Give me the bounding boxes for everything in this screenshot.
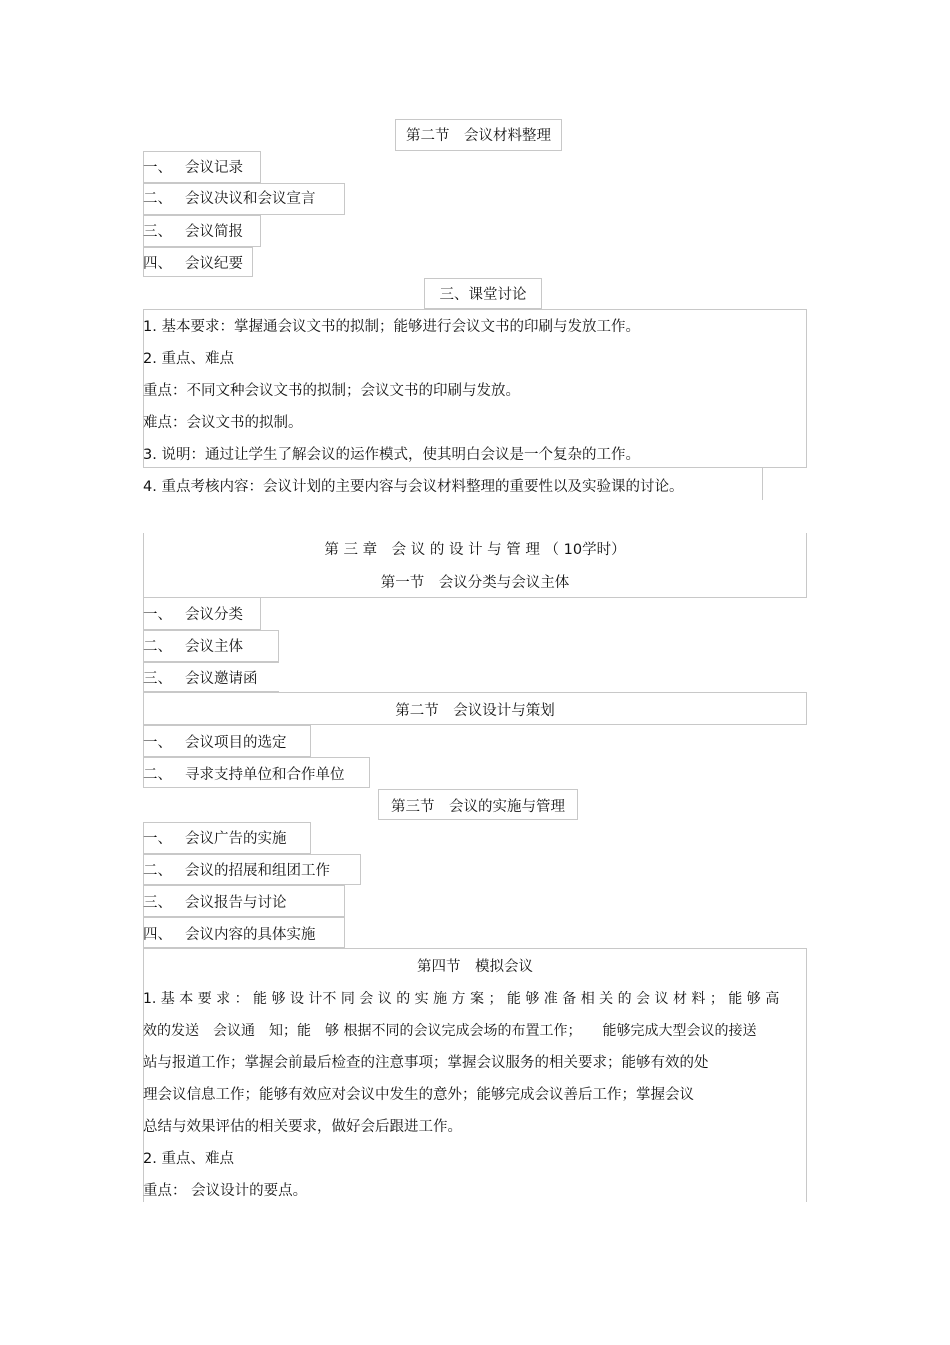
section-title: 第二节 会议设计与策划: [395, 703, 555, 719]
list-item-number: 二、: [143, 639, 172, 655]
list-item: [143, 255, 243, 273]
list-item: [143, 926, 316, 944]
frame: [143, 948, 807, 1202]
list-item-label: 会议广告的实施: [185, 831, 287, 847]
paragraph-line: 难点：会议文书的拟制。: [143, 415, 303, 431]
list-item-number: 二、: [143, 767, 172, 783]
paragraph-line: 重点： 会议设计的要点。: [143, 1183, 308, 1199]
paragraph-line: 3. 说明：通过让学生了解会议的运作模式，使其明白会议是一个复杂的工作。: [143, 447, 640, 463]
paragraph-line: 1. 基 本 要 求 ： 能 够 设 计不 同 会 议 的 实 施 方 案 ； 能 够 准 备 相 关 的 会 议 材 料 ； 能 够 高: [143, 991, 780, 1007]
list-item: [143, 862, 330, 880]
list-item-label: 会议主体: [185, 639, 243, 655]
list-item: [143, 190, 316, 208]
list-item-number: 一、: [143, 735, 172, 751]
list-item-number: 二、: [143, 191, 172, 207]
list-item-number: 三、: [143, 895, 172, 911]
list-item-number: 四、: [143, 256, 172, 272]
frame: [762, 468, 807, 500]
list-item-label: 会议内容的具体实施: [185, 927, 316, 943]
list-item-label: 会议简报: [185, 224, 243, 240]
list-item: [143, 894, 287, 912]
section-title: 第二节 会议材料整理: [406, 128, 551, 144]
list-item-label: 会议的招展和组团工作: [185, 863, 330, 879]
chapter-title: 第 三 章 会 议 的 设 计 与 管 理 （ 10学时）: [324, 542, 626, 558]
list-item-number: 一、: [143, 831, 172, 847]
list-item-label: 寻求支持单位和合作单位: [185, 767, 345, 783]
section-title: 第四节 模拟会议: [417, 959, 533, 975]
list-item: [143, 159, 243, 177]
paragraph-line: 效的发送 会议通 知；能 够 根据不同的会议完成会场的布置工作； 能够完成大型会议的接送: [143, 1023, 757, 1039]
list-item-label: 会议报告与讨论: [185, 895, 287, 911]
list-item-label: 会议邀请函: [185, 671, 258, 687]
paragraph-line: 2. 重点、难点: [143, 1151, 234, 1167]
paragraph-line: 1. 基本要求：掌握通会议文书的拟制；能够进行会议文书的印刷与发放工作。: [143, 319, 640, 335]
section-title: 第三节 会议的实施与管理: [391, 799, 565, 815]
list-item-number: 一、: [143, 607, 172, 623]
paragraph-line: 重点：不同文种会议文书的拟制；会议文书的印刷与发放。: [143, 383, 520, 399]
paragraph-line: 总结与效果评估的相关要求，做好会后跟进工作。: [143, 1119, 462, 1135]
paragraph-line: 2. 重点、难点: [143, 351, 234, 367]
list-item: [143, 734, 287, 752]
list-item-number: 一、: [143, 160, 172, 176]
list-item-number: 三、: [143, 224, 172, 240]
discussion-title: 三、课堂讨论: [439, 287, 527, 303]
paragraph-line: 理会议信息工作；能够有效应对会议中发生的意外；能够完成会议善后工作；掌握会议: [143, 1087, 694, 1103]
list-item: [143, 670, 258, 688]
list-item-number: 四、: [143, 927, 172, 943]
list-item: [143, 830, 287, 848]
list-item-number: 二、: [143, 863, 172, 879]
list-item: [143, 638, 243, 656]
list-item-label: 会议决议和会议宣言: [185, 191, 316, 207]
section-title: 第一节 会议分类与会议主体: [380, 575, 570, 591]
list-item: [143, 223, 243, 241]
paragraph-line: 4. 重点考核内容：会议计划的主要内容与会议材料整理的重要性以及实验课的讨论。: [143, 479, 684, 495]
list-item: [143, 766, 345, 784]
list-item: [143, 606, 243, 624]
list-item-label: 会议纪要: [185, 256, 243, 272]
list-item-label: 会议项目的选定: [185, 735, 287, 751]
list-item-label: 会议记录: [185, 160, 243, 176]
list-item-label: 会议分类: [185, 607, 243, 623]
list-item-number: 三、: [143, 671, 172, 687]
paragraph-line: 站与报道工作；掌握会前最后检查的注意事项；掌握会议服务的相关要求；能够有效的处: [143, 1055, 709, 1071]
